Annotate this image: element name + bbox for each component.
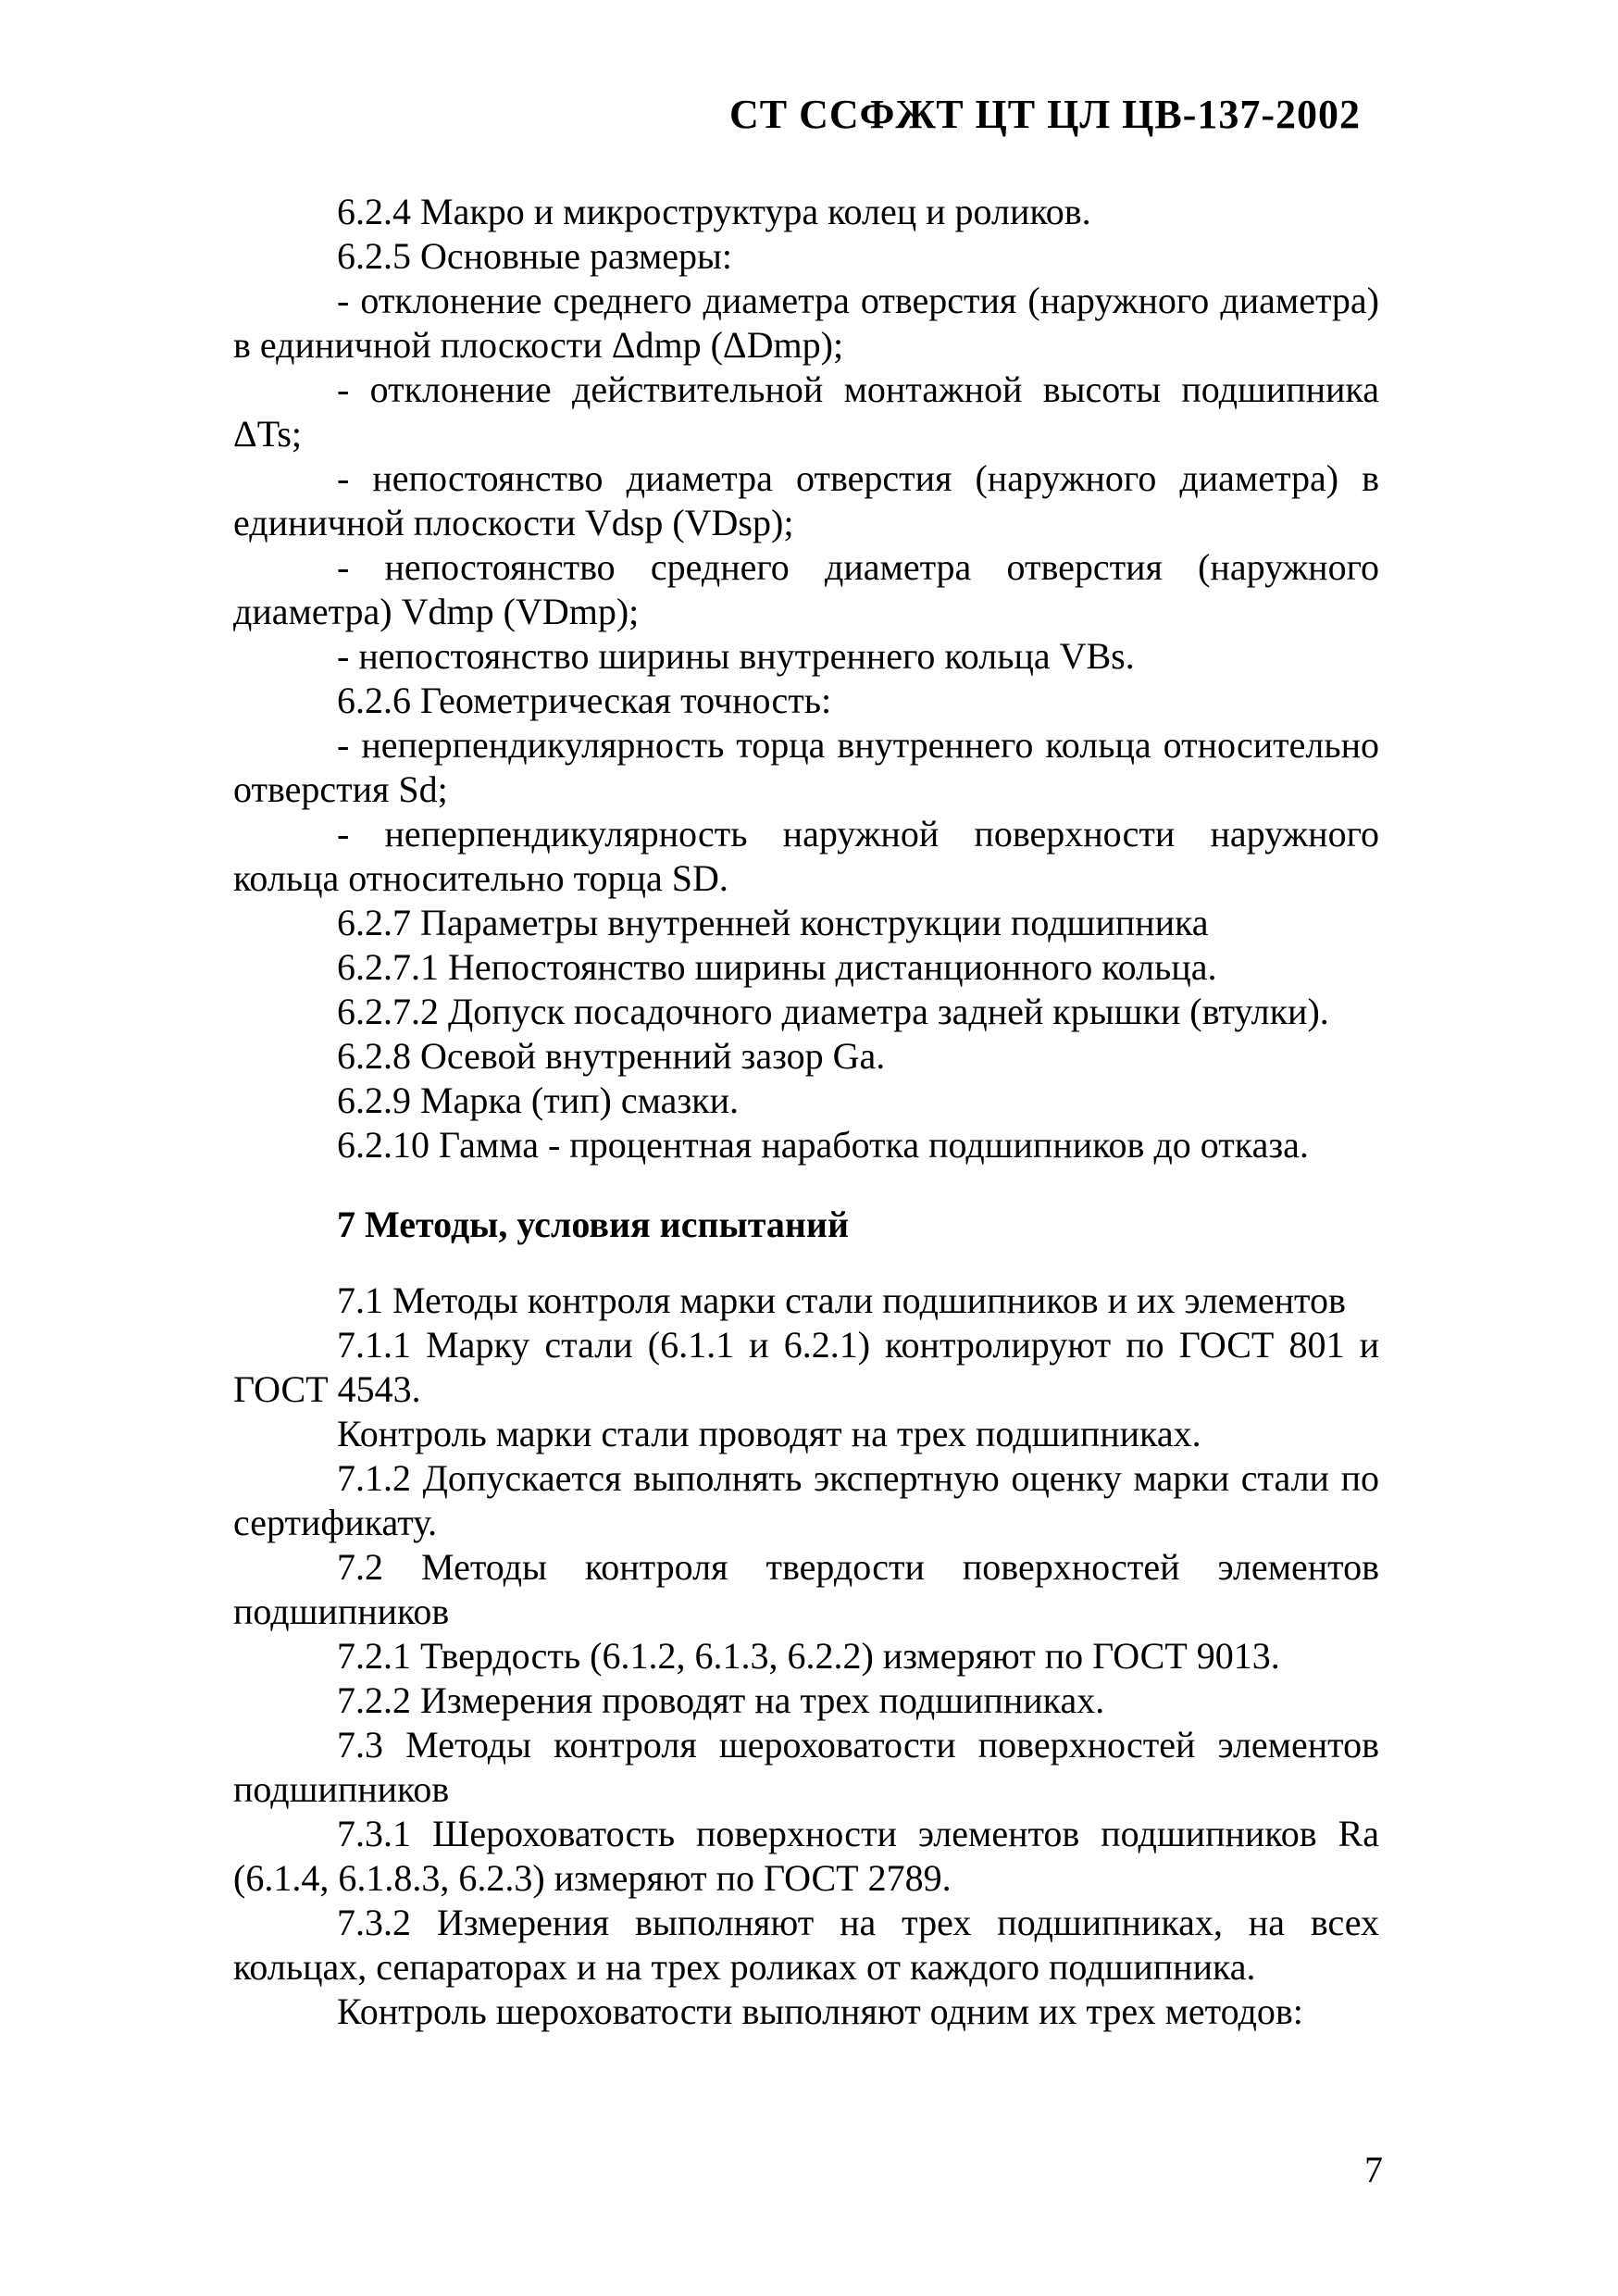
- section-heading: 7 Методы, условия испытаний: [337, 1204, 850, 1245]
- clause-6-2-6: 6.2.6 Геометрическая точность:: [337, 680, 832, 721]
- list-item: - отклонение среднего диаметра отверстия (наружного диаметра) в единичной плоскости Δdmp (ΔDmp);: [233, 280, 1379, 366]
- clause-6-2-5: 6.2.5 Основные размеры:: [337, 235, 733, 277]
- list-item: - неперпендикулярность наружной поверхности наружного кольца относительно торца SD.: [233, 813, 1379, 899]
- clause-7-2: 7.2 Методы контроля твердости поверхностей элементов подшипников: [233, 1546, 1379, 1632]
- list-item: - неперпендикулярность торца внутреннего кольца относительно отверстия Sd;: [233, 724, 1379, 810]
- clause-6-2-10: 6.2.10 Гамма - процентная наработка подшипников до отказа.: [337, 1124, 1309, 1166]
- list-item: - непостоянство среднего диаметра отверстия (наружного диаметра) Vdmp (VDmp);: [233, 546, 1379, 632]
- list-item: - непостоянство ширины внутреннего кольца VBs.: [337, 635, 1135, 677]
- page-number: 7: [1364, 2149, 1383, 2190]
- clause-6-2-9: 6.2.9 Марка (тип) смазки.: [337, 1079, 740, 1121]
- clause-6-2-7-1: 6.2.7.1 Непостоянство ширины дистанционного кольца.: [337, 946, 1217, 988]
- clause-7-1: 7.1 Методы контроля марки стали подшипников и их элементов: [337, 1279, 1346, 1321]
- clause-7-1-1: 7.1.1 Марку стали (6.1.1 и 6.2.1) контролируют по ГОСТ 801 и ГОСТ 4543.: [233, 1324, 1379, 1410]
- clause-7-3: 7.3 Методы контроля шероховатости поверхностей элементов подшипников: [233, 1724, 1379, 1810]
- paragraph: Контроль марки стали проводят на трех подшипниках.: [337, 1413, 1201, 1454]
- clause-6-2-7-2: 6.2.7.2 Допуск посадочного диаметра задней крышки (втулки).: [337, 991, 1329, 1032]
- document-header: СТ ССФЖТ ЦТ ЦЛ ЦВ-137-2002: [728, 92, 1361, 137]
- clause-6-2-7: 6.2.7 Параметры внутренней конструкции подшипника: [337, 902, 1209, 943]
- paragraph: Контроль шероховатости выполняют одним их трех методов:: [337, 1990, 1303, 2032]
- list-item: - непостоянство диаметра отверстия (наружного диаметра) в единичной плоскости Vdsp (VDsp);: [233, 457, 1379, 543]
- clause-6-2-4: 6.2.4 Макро и микроструктура колец и роликов.: [337, 191, 1091, 232]
- document-body: [233, 190, 1379, 2034]
- clause-6-2-8: 6.2.8 Осевой внутренний зазор Ga.: [337, 1035, 886, 1077]
- clause-7-3-1: 7.3.1 Шероховатость поверхности элементов подшипников Ra (6.1.4, 6.1.8.3, 6.2.3) измеряют по ГОСТ 2789.: [233, 1813, 1379, 1899]
- clause-7-1-2: 7.1.2 Допускается выполнять экспертную оценку марки стали по сертификату.: [233, 1457, 1379, 1543]
- clause-7-2-2: 7.2.2 Измерения проводят на трех подшипниках.: [337, 1679, 1105, 1721]
- clause-7-2-1: 7.2.1 Твердость (6.1.2, 6.1.3, 6.2.2) измеряют по ГОСТ 9013.: [337, 1635, 1280, 1677]
- clause-7-3-2: 7.3.2 Измерения выполняют на трех подшипниках, на всех кольцах, сепараторах и на трех роликах от каждого подшипника.: [233, 1902, 1379, 1988]
- list-item: - отклонение действительной монтажной высоты подшипника ΔTs;: [233, 368, 1379, 455]
